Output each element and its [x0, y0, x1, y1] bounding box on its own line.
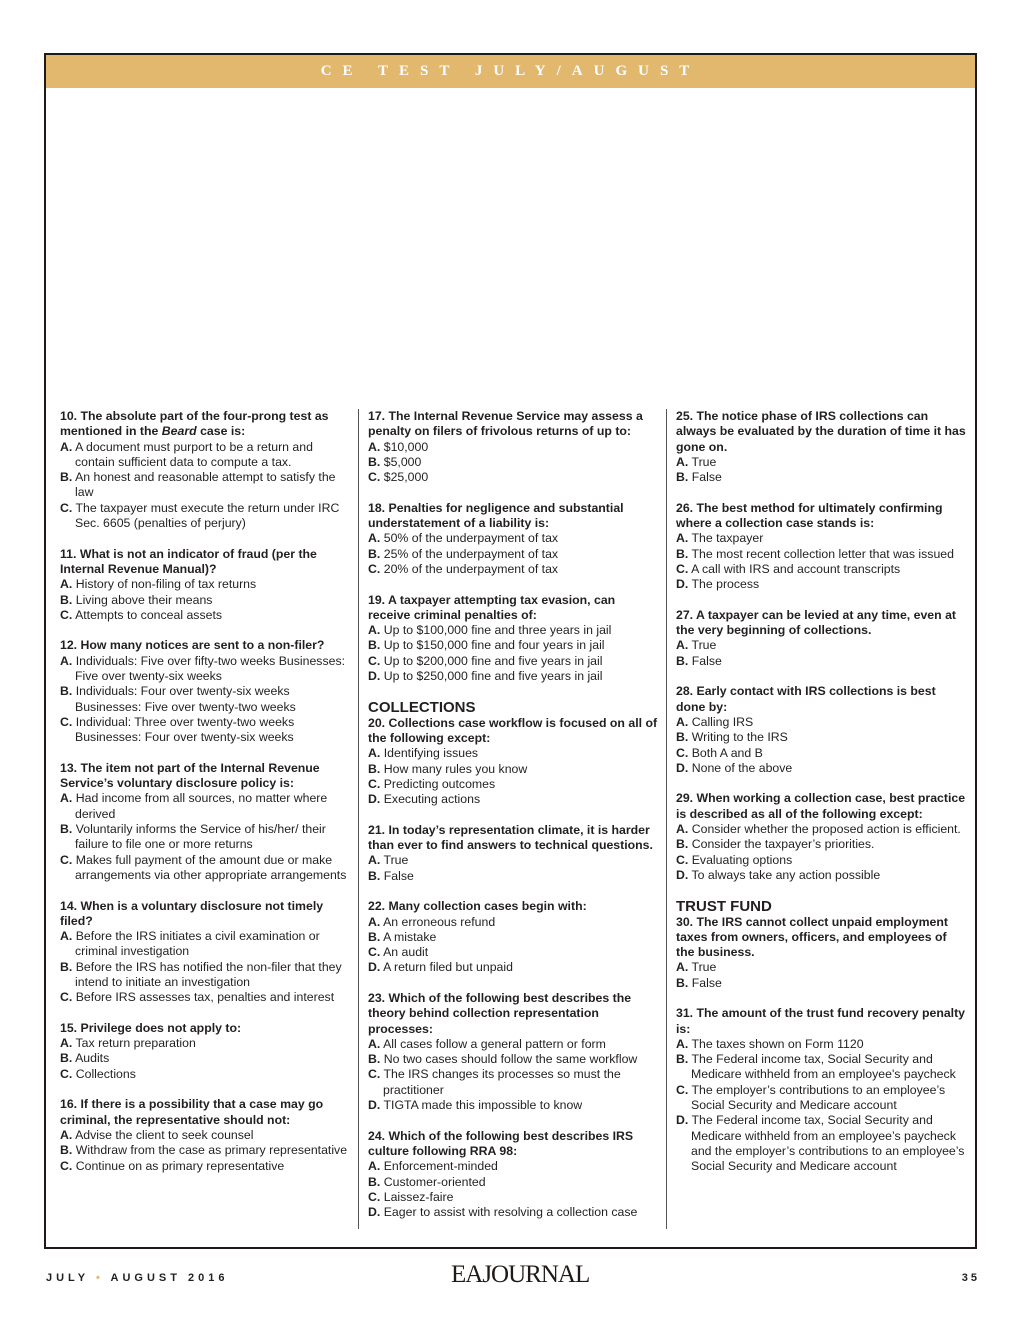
- option-letter: C.: [368, 776, 381, 791]
- option-letter: C.: [368, 561, 381, 576]
- option-letter: A.: [60, 439, 73, 454]
- question-text: 15. Privilege does not apply to:: [60, 1020, 242, 1035]
- answer-option: [676, 746, 966, 761]
- option-letter: C.: [368, 1189, 381, 1204]
- question-text: 27. A taxpayer can be levied at any time, even at the very beginning of collections.: [676, 607, 957, 638]
- answer-option: [676, 868, 966, 883]
- option-text: $25,000: [383, 470, 429, 485]
- option-text: Customer-oriented: [383, 1174, 486, 1189]
- option-text: 25% of the underpayment of tax: [383, 546, 559, 561]
- question-text: 17. The Internal Revenue Service may assess a penalty on filers of frivolous returns of up to:: [368, 409, 643, 439]
- option-letter: C.: [60, 714, 73, 729]
- option-text: Identifying issues: [383, 746, 479, 761]
- answer-option: [368, 869, 658, 884]
- question-text: 19. A taxpayer attempting tax evasion, can receive criminal penalties of:: [368, 592, 616, 622]
- question-block: [368, 991, 658, 1113]
- option-text: The most recent collection letter that was issued: [691, 546, 954, 561]
- option-text: The employer’s contributions to an employee’s Social Security and Medicare account: [691, 1082, 946, 1113]
- answer-option: [676, 853, 966, 868]
- answer-option: [676, 531, 966, 546]
- answer-option: [676, 761, 966, 776]
- question-block: [676, 501, 966, 593]
- answer-option: [676, 1052, 966, 1083]
- answer-option: [60, 684, 350, 715]
- option-text: True: [383, 853, 409, 868]
- option-letter: B.: [676, 1052, 689, 1067]
- option-text: False: [691, 470, 722, 485]
- option-text: Continue on as primary representative: [75, 1158, 285, 1173]
- option-text: A call with IRS and account transcripts: [691, 561, 901, 576]
- option-letter: A.: [368, 914, 381, 929]
- option-letter: B.: [368, 546, 381, 561]
- option-text: All cases follow a general pattern or form: [383, 1036, 606, 1051]
- option-letter: C.: [60, 607, 73, 622]
- question-column-2: [368, 409, 658, 1236]
- option-text: Both A and B: [691, 745, 763, 760]
- column-divider: [666, 409, 667, 1229]
- option-letter: B.: [676, 975, 689, 990]
- answer-option: [60, 853, 350, 884]
- question-text: 16. If there is a possibility that a case may go criminal, the representative should not:: [60, 1097, 324, 1127]
- answer-option: [60, 715, 350, 746]
- option-text: The Federal income tax, Social Security and Medicare withheld from an employee's paycheck: [691, 1052, 956, 1082]
- question-text: 24. Which of the following best describes IRS culture following RRA 98:: [368, 1128, 634, 1158]
- option-text: Withdraw from the case as primary representative: [75, 1143, 348, 1158]
- question-block: [368, 1129, 658, 1221]
- answer-option: [368, 654, 658, 669]
- answer-option: [676, 654, 966, 669]
- section-heading: COLLECTIONS: [368, 698, 476, 716]
- question-block: [60, 1097, 350, 1173]
- option-letter: D.: [368, 1098, 381, 1113]
- option-text: Had income from all sources, no matter where derived: [75, 791, 328, 821]
- question-text: 23. Which of the following best describes the theory behind collection representation processes:: [368, 990, 632, 1036]
- option-text: Consider whether the proposed action is efficient.: [691, 822, 961, 837]
- question-text: 26. The best method for ultimately confirming where a collection case stands is:: [676, 500, 943, 531]
- option-letter: A.: [60, 653, 73, 668]
- answer-option: [60, 929, 350, 960]
- option-letter: B.: [60, 1143, 73, 1158]
- option-text: $10,000: [383, 439, 429, 454]
- answer-option: [368, 531, 658, 546]
- option-text: The taxpayer must execute the return under IRC Sec. 6605 (penalties of perjury): [75, 500, 340, 531]
- banner-title: CE TEST JULY/AUGUST: [320, 63, 701, 79]
- option-letter: A.: [368, 1036, 381, 1051]
- option-text: Individuals: Four over twenty-six weeks Businesses: Five over twenty-two weeks: [75, 684, 296, 714]
- questions-area: [60, 409, 965, 1239]
- answer-option: [368, 1159, 658, 1174]
- answer-option: [60, 1128, 350, 1143]
- option-letter: A.: [368, 531, 381, 546]
- option-text: Predicting outcomes: [383, 776, 496, 791]
- option-text: True: [691, 960, 717, 975]
- option-letter: B.: [676, 837, 689, 852]
- question-block: [368, 593, 658, 685]
- issue-date: [46, 1272, 228, 1284]
- option-text: Voluntarily informs the Service of his/her/ their failure to file one or more returns: [75, 822, 326, 852]
- option-letter: A.: [676, 1036, 689, 1051]
- answer-option: [368, 1098, 658, 1113]
- option-text: Up to $250,000 fine and five years in jail: [383, 669, 603, 684]
- ce-test-banner: [46, 55, 975, 88]
- option-text: Before the IRS has notified the non-filer that they intend to initiate an investigation: [75, 959, 342, 989]
- question-column-1: [60, 409, 350, 1189]
- answer-option: [60, 1051, 350, 1066]
- option-text: An audit: [383, 945, 429, 960]
- answer-option: [676, 976, 966, 991]
- answer-option: [676, 822, 966, 837]
- option-letter: C.: [60, 1158, 73, 1173]
- option-text: A return filed but unpaid: [383, 960, 513, 975]
- option-letter: B.: [60, 822, 73, 837]
- option-letter: C.: [368, 470, 381, 485]
- option-letter: B.: [368, 761, 381, 776]
- option-text: Up to $150,000 fine and four years in jail: [383, 638, 605, 653]
- option-letter: A.: [676, 531, 689, 546]
- answer-option: [368, 1190, 658, 1205]
- option-text: $5,000: [383, 454, 422, 469]
- option-letter: D.: [368, 669, 381, 684]
- option-text: Living above their means: [75, 592, 213, 607]
- answer-option: [368, 762, 658, 777]
- option-text: Consider the taxpayer’s priorities.: [691, 837, 875, 852]
- issue-separator: •: [95, 1272, 104, 1284]
- answer-option: [368, 746, 658, 761]
- answer-option: [368, 945, 658, 960]
- answer-option: [368, 777, 658, 792]
- option-letter: A.: [676, 638, 689, 653]
- option-letter: C.: [676, 745, 689, 760]
- answer-option: [368, 1175, 658, 1190]
- section-heading: TRUST FUND: [676, 897, 772, 915]
- option-letter: A.: [368, 623, 381, 638]
- option-letter: A.: [368, 853, 381, 868]
- answer-option: [368, 1052, 658, 1067]
- answer-option: [676, 1083, 966, 1114]
- question-column-3: [676, 409, 966, 1190]
- page-number: 35: [961, 1272, 980, 1284]
- option-text: False: [691, 653, 722, 668]
- option-text: History of non-filing of tax returns: [75, 577, 257, 592]
- option-text: The taxpayer: [691, 531, 764, 546]
- option-text: A mistake: [383, 929, 437, 944]
- option-text: The Federal income tax, Social Security and Medicare withheld from an employee’s paycheck and the employer’s contributions to an employee’s Social Security and Medicare account: [691, 1113, 965, 1174]
- option-text: False: [691, 975, 722, 990]
- option-letter: B.: [676, 546, 689, 561]
- question-text: 10. The absolute part of the four-prong test as mentioned in the Beard case is:: [60, 409, 329, 439]
- option-text: None of the above: [691, 760, 793, 775]
- option-letter: C.: [60, 990, 73, 1005]
- option-letter: D.: [368, 792, 381, 807]
- option-letter: A.: [676, 714, 689, 729]
- answer-option: [60, 501, 350, 532]
- question-block: [60, 899, 350, 1006]
- option-letter: B.: [368, 638, 381, 653]
- answer-option: [368, 930, 658, 945]
- option-text: No two cases should follow the same workflow: [383, 1052, 638, 1067]
- answer-option: [368, 792, 658, 807]
- answer-option: [676, 547, 966, 562]
- answer-option: [676, 455, 966, 470]
- answer-option: [676, 730, 966, 745]
- option-letter: B.: [60, 592, 73, 607]
- question-text: 11. What is not an indicator of fraud (per the Internal Revenue Manual)?: [60, 546, 317, 576]
- option-text: True: [691, 638, 717, 653]
- question-block: [676, 608, 966, 669]
- option-text: False: [383, 868, 414, 883]
- issue-rest: AUGUST 2016: [110, 1272, 229, 1284]
- question-block: [676, 684, 966, 776]
- option-letter: A.: [676, 454, 689, 469]
- option-letter: B.: [368, 454, 381, 469]
- answer-option: [60, 1159, 350, 1174]
- option-letter: A.: [368, 1159, 381, 1174]
- option-letter: B.: [368, 1174, 381, 1189]
- issue-month: JULY: [46, 1272, 89, 1284]
- option-text: An erroneous refund: [383, 914, 496, 929]
- question-text: 25. The notice phase of IRS collections can always be evaluated by the duration of time it has gone on.: [676, 409, 966, 454]
- option-text: Up to $100,000 fine and three years in jail: [383, 623, 612, 638]
- answer-option: [676, 1037, 966, 1052]
- answer-option: [368, 470, 658, 485]
- option-text: Makes full payment of the amount due or make arrangements via other appropriate arrangements: [75, 852, 347, 882]
- option-letter: D.: [368, 960, 381, 975]
- question-text: 13. The item not part of the Internal Revenue Service’s voluntary disclosure policy is:: [60, 760, 320, 791]
- page-frame: [44, 53, 977, 1249]
- option-text: 50% of the underpayment of tax: [383, 531, 559, 546]
- option-text: Tax return preparation: [75, 1036, 196, 1051]
- question-block: [368, 716, 658, 808]
- answer-option: [676, 577, 966, 592]
- option-letter: C.: [368, 1067, 381, 1082]
- option-letter: D.: [368, 1205, 381, 1220]
- option-text: Attempts to conceal assets: [75, 607, 223, 622]
- question-text: 20. Collections case workflow is focused on all of the following except:: [368, 715, 658, 745]
- option-letter: B.: [60, 959, 73, 974]
- answer-option: [368, 440, 658, 455]
- answer-option: [368, 1037, 658, 1052]
- answer-option: [60, 440, 350, 471]
- option-letter: C.: [676, 1082, 689, 1097]
- question-block: [676, 1006, 966, 1174]
- answer-option: [368, 455, 658, 470]
- option-letter: A.: [676, 960, 689, 975]
- answer-option: [60, 1036, 350, 1051]
- question-block: [368, 501, 658, 577]
- option-text: The taxes shown on Form 1120: [691, 1036, 864, 1051]
- answer-option: [368, 669, 658, 684]
- question-text: 14. When is a voluntary disclosure not timely filed?: [60, 898, 324, 928]
- question-text: 12. How many notices are sent to a non-filer?: [60, 638, 325, 653]
- option-letter: A.: [60, 929, 73, 944]
- option-text: Up to $200,000 fine and five years in jail: [383, 653, 603, 668]
- option-text: An honest and reasonable attempt to satisfy the law: [75, 470, 336, 500]
- option-text: To always take any action possible: [691, 867, 881, 882]
- answer-option: [676, 1113, 966, 1174]
- option-text: TIGTA made this impossible to know: [383, 1098, 583, 1113]
- option-text: How many rules you know: [383, 761, 528, 776]
- answer-option: [368, 638, 658, 653]
- eajournal-logo: EAJOURNAL: [451, 1261, 590, 1288]
- answer-option: [368, 547, 658, 562]
- answer-option: [676, 470, 966, 485]
- question-block: [676, 791, 966, 883]
- option-text: Writing to the IRS: [691, 730, 788, 745]
- option-text: Individuals: Five over fifty-two weeks Businesses: Five over twenty-six weeks: [75, 653, 346, 684]
- answer-option: [676, 960, 966, 975]
- option-text: A document must purport to be a return and contain sufficient data to compute a tax.: [75, 439, 313, 469]
- question-block: [368, 899, 658, 975]
- option-text: The IRS changes its processes so must the practitioner: [383, 1067, 621, 1097]
- option-letter: B.: [676, 653, 689, 668]
- option-letter: C.: [676, 852, 689, 867]
- option-letter: A.: [368, 746, 381, 761]
- question-block: [368, 823, 658, 884]
- question-block: [676, 409, 966, 485]
- option-text: Advise the client to seek counsel: [75, 1127, 254, 1142]
- answer-option: [676, 562, 966, 577]
- answer-option: [60, 791, 350, 822]
- answer-option: [60, 960, 350, 991]
- answer-option: [368, 1067, 658, 1098]
- question-block: [60, 409, 350, 531]
- question-block: [60, 761, 350, 883]
- option-text: Enforcement-minded: [383, 1159, 498, 1174]
- answer-option: [676, 715, 966, 730]
- option-letter: B.: [60, 470, 73, 485]
- answer-option: [60, 822, 350, 853]
- question-text: 31. The amount of the trust fund recovery penalty is:: [676, 1006, 966, 1036]
- option-text: 20% of the underpayment of tax: [383, 561, 559, 576]
- option-letter: A.: [60, 791, 73, 806]
- question-block: [60, 547, 350, 623]
- question-block: [676, 915, 966, 991]
- option-letter: D.: [676, 1113, 689, 1128]
- option-text: Individual: Three over twenty-two weeks Businesses: Four over twenty-six weeks: [75, 714, 295, 745]
- option-letter: B.: [368, 1052, 381, 1067]
- question-text: 30. The IRS cannot collect unpaid employment taxes from owners, officers, and employees of the business.: [676, 914, 948, 960]
- answer-option: [60, 470, 350, 501]
- option-letter: D.: [676, 867, 689, 882]
- option-letter: D.: [676, 577, 689, 592]
- option-letter: A.: [676, 822, 689, 837]
- option-letter: B.: [676, 730, 689, 745]
- option-letter: C.: [368, 653, 381, 668]
- answer-option: [60, 1143, 350, 1158]
- question-text: 29. When working a collection case, best practice is described as all of the following except:: [676, 791, 966, 821]
- answer-option: [368, 960, 658, 975]
- option-letter: C.: [60, 1066, 73, 1081]
- option-letter: C.: [368, 945, 381, 960]
- answer-option: [676, 837, 966, 852]
- option-text: Before IRS assesses tax, penalties and interest: [75, 990, 335, 1005]
- answer-option: [368, 623, 658, 638]
- answer-option: [60, 1067, 350, 1082]
- answer-option: [60, 654, 350, 685]
- answer-option: [60, 990, 350, 1005]
- answer-option: [60, 593, 350, 608]
- option-text: Executing actions: [383, 792, 481, 807]
- answer-option: [60, 577, 350, 592]
- option-text: Eager to assist with resolving a collection case: [383, 1205, 638, 1220]
- answer-option: [368, 562, 658, 577]
- option-letter: B.: [676, 470, 689, 485]
- option-letter: D.: [676, 760, 689, 775]
- question-text: 28. Early contact with IRS collections is best done by:: [676, 684, 936, 714]
- option-letter: A.: [60, 1127, 73, 1142]
- question-text: 18. Penalties for negligence and substantial understatement of a liability is:: [368, 500, 624, 531]
- option-letter: A.: [368, 439, 381, 454]
- option-text: True: [691, 454, 717, 469]
- option-text: Laissez-faire: [383, 1189, 454, 1204]
- option-letter: C.: [60, 500, 73, 515]
- option-text: The process: [691, 577, 760, 592]
- option-letter: C.: [60, 852, 73, 867]
- option-text: Calling IRS: [691, 714, 754, 729]
- option-letter: B.: [368, 929, 381, 944]
- answer-option: [368, 915, 658, 930]
- question-text: 22. Many collection cases begin with:: [368, 899, 587, 914]
- option-letter: B.: [368, 868, 381, 883]
- option-letter: B.: [60, 1051, 73, 1066]
- column-divider: [358, 409, 359, 1229]
- answer-option: [368, 853, 658, 868]
- answer-option: [676, 638, 966, 653]
- option-letter: A.: [60, 577, 73, 592]
- option-text: Before the IRS initiates a civil examination or criminal investigation: [75, 929, 320, 959]
- option-letter: B.: [60, 684, 73, 699]
- answer-option: [368, 1205, 658, 1220]
- answer-option: [60, 608, 350, 623]
- question-text: 21. In today’s representation climate, it is harder than ever to find answers to technical questions.: [368, 822, 653, 853]
- option-letter: A.: [60, 1036, 73, 1051]
- option-text: Evaluating options: [691, 852, 793, 867]
- option-letter: C.: [676, 561, 689, 576]
- question-block: [60, 1021, 350, 1082]
- question-block: [60, 638, 350, 745]
- question-block: [368, 409, 658, 485]
- option-text: Audits: [75, 1051, 110, 1066]
- option-text: Collections: [75, 1066, 136, 1081]
